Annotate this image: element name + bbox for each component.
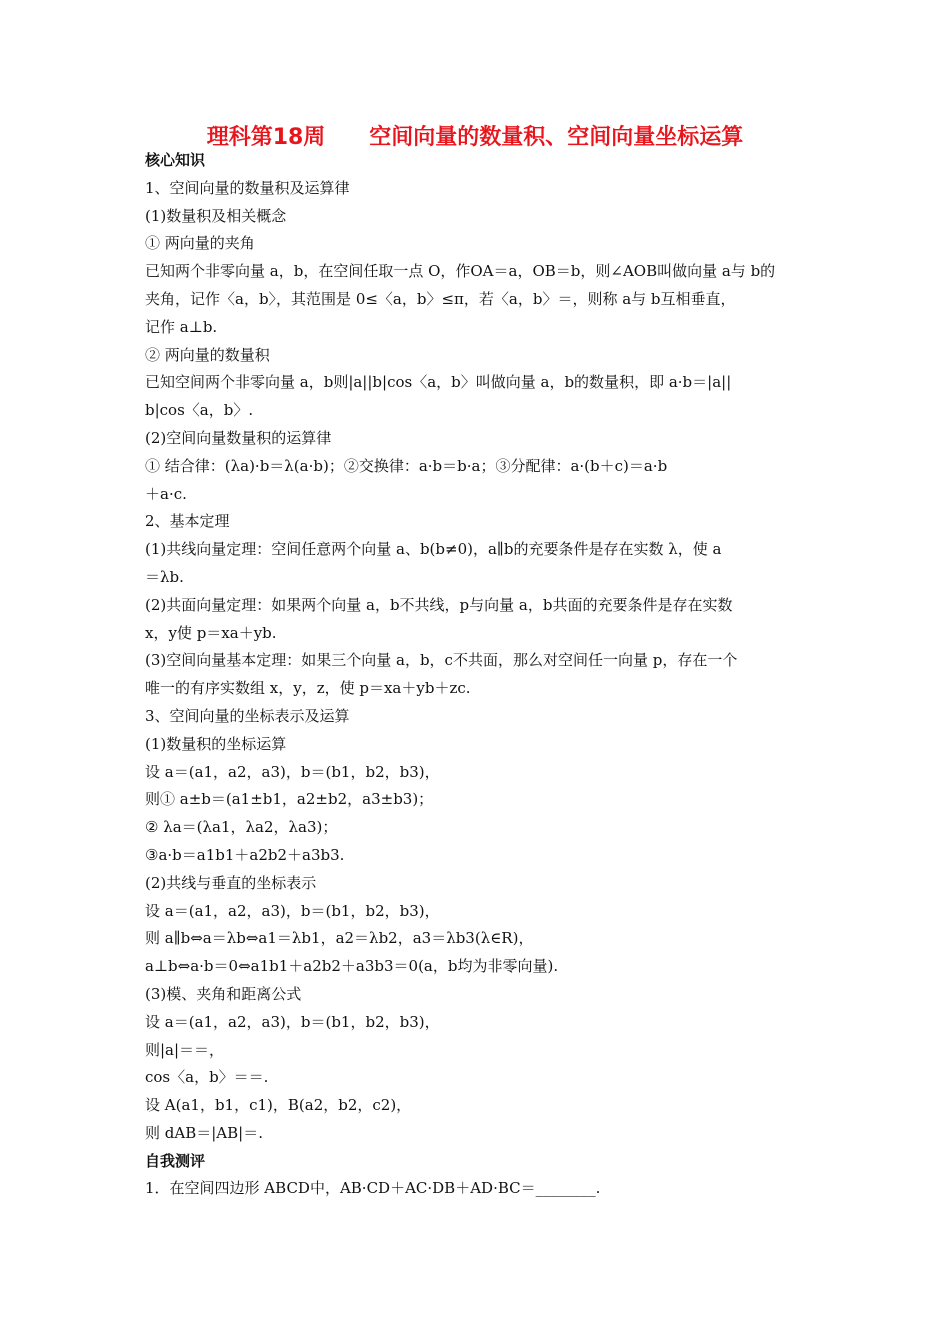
- section-heading-self-test: 自我测评: [145, 1151, 206, 1170]
- text-line: ① 结合律：(λa)·b＝λ(a·b)；②交换律：a·b＝b·a；③分配律：a·(b＋c)＝a·b: [145, 456, 668, 475]
- text-line: a⊥b⇔a·b＝0⇔a1b1＋a2b2＋a3b3＝0(a，b均为非零向量).: [145, 957, 559, 976]
- text-line: 已知空间两个非零向量 a，b则|a||b|cos〈a，b〉叫做向量 a，b的数量积，即 a·b＝|a||: [145, 373, 732, 392]
- text-line: 3、空间向量的坐标表示及运算: [145, 706, 350, 725]
- question-1: 1．在空间四边形 ABCD中，AB·CD＋AC·DB＋AD·BC＝________.: [145, 1179, 601, 1198]
- text-line: 则 a∥b⇔a＝λb⇔a1＝λb1，a2＝λb2，a3＝λb3(λ∈R)，: [145, 929, 534, 948]
- text-line: 则① a±b＝(a1±b1，a2±b2，a3±b3)；: [145, 790, 434, 809]
- text-line: 设 a＝(a1，a2，a3)，b＝(b1，b2，b3)，: [145, 762, 440, 781]
- text-line: 则|a|＝＝，: [145, 1040, 225, 1059]
- text-line: (3)模、夹角和距离公式: [145, 984, 302, 1003]
- text-line: (2)共线与垂直的坐标表示: [145, 873, 317, 892]
- text-line: ② 两向量的数量积: [145, 345, 270, 364]
- text-line: cos〈a，b〉＝＝.: [145, 1068, 269, 1087]
- text-line: (2)共面向量定理：如果两个向量 a，b不共线，p与向量 a，b共面的充要条件是存在实数: [145, 595, 733, 614]
- text-line: 则 dAB＝|AB|＝.: [145, 1123, 263, 1142]
- text-line: ＝λb.: [145, 567, 184, 586]
- text-line: b|cos〈a，b〉.: [145, 401, 254, 420]
- text-line: (2)空间向量数量积的运算律: [145, 428, 332, 447]
- text-line: (3)空间向量基本定理：如果三个向量 a，b，c不共面，那么对空间任一向量 p，存在一个: [145, 651, 738, 670]
- text-line: 记作 a⊥b.: [145, 317, 218, 336]
- text-line: ③a·b＝a1b1＋a2b2＋a3b3.: [145, 845, 345, 864]
- text-line: ① 两向量的夹角: [145, 234, 255, 253]
- text-line: ＋a·c.: [145, 484, 187, 503]
- text-line: 设 a＝(a1，a2，a3)，b＝(b1，b2，b3)，: [145, 1012, 440, 1031]
- text-line: (1)数量积的坐标运算: [145, 734, 287, 753]
- text-line: (1)数量积及相关概念: [145, 206, 287, 225]
- text-line: (1)共线向量定理：空间任意两个向量 a、b(b≠0)，a∥b的充要条件是存在实数 λ，使 a: [145, 540, 722, 559]
- text-line: 唯一的有序实数组 x，y，z，使 p＝xa＋yb＋zc.: [145, 679, 471, 698]
- text-line: 设 a＝(a1，a2，a3)，b＝(b1，b2，b3)，: [145, 901, 440, 920]
- text-line: ② λa＝(λa1，λa2，λa3)；: [145, 818, 338, 837]
- document-body: [145, 147, 810, 1203]
- text-line: 设 A(a1，b1，c1)，B(a2，b2，c2)，: [145, 1096, 412, 1115]
- text-line: x，y使 p＝xa＋yb.: [145, 623, 277, 642]
- page-title: 理科第18周 空间向量的数量积、空间向量坐标运算: [206, 125, 744, 150]
- section-heading-core: 核心知识: [145, 151, 206, 169]
- text-line: 1、空间向量的数量积及运算律: [145, 178, 350, 197]
- text-line: 2、基本定理: [145, 512, 230, 531]
- text-line: 已知两个非零向量 a，b，在空间任取一点 O，作OA＝a，OB＝b，则∠AOB叫做向量 a与 b的: [145, 262, 776, 281]
- text-line: 夹角，记作〈a，b〉，其范围是 0≤〈a，b〉≤π，若〈a，b〉＝，则称 a与 b互相垂直，: [145, 289, 736, 308]
